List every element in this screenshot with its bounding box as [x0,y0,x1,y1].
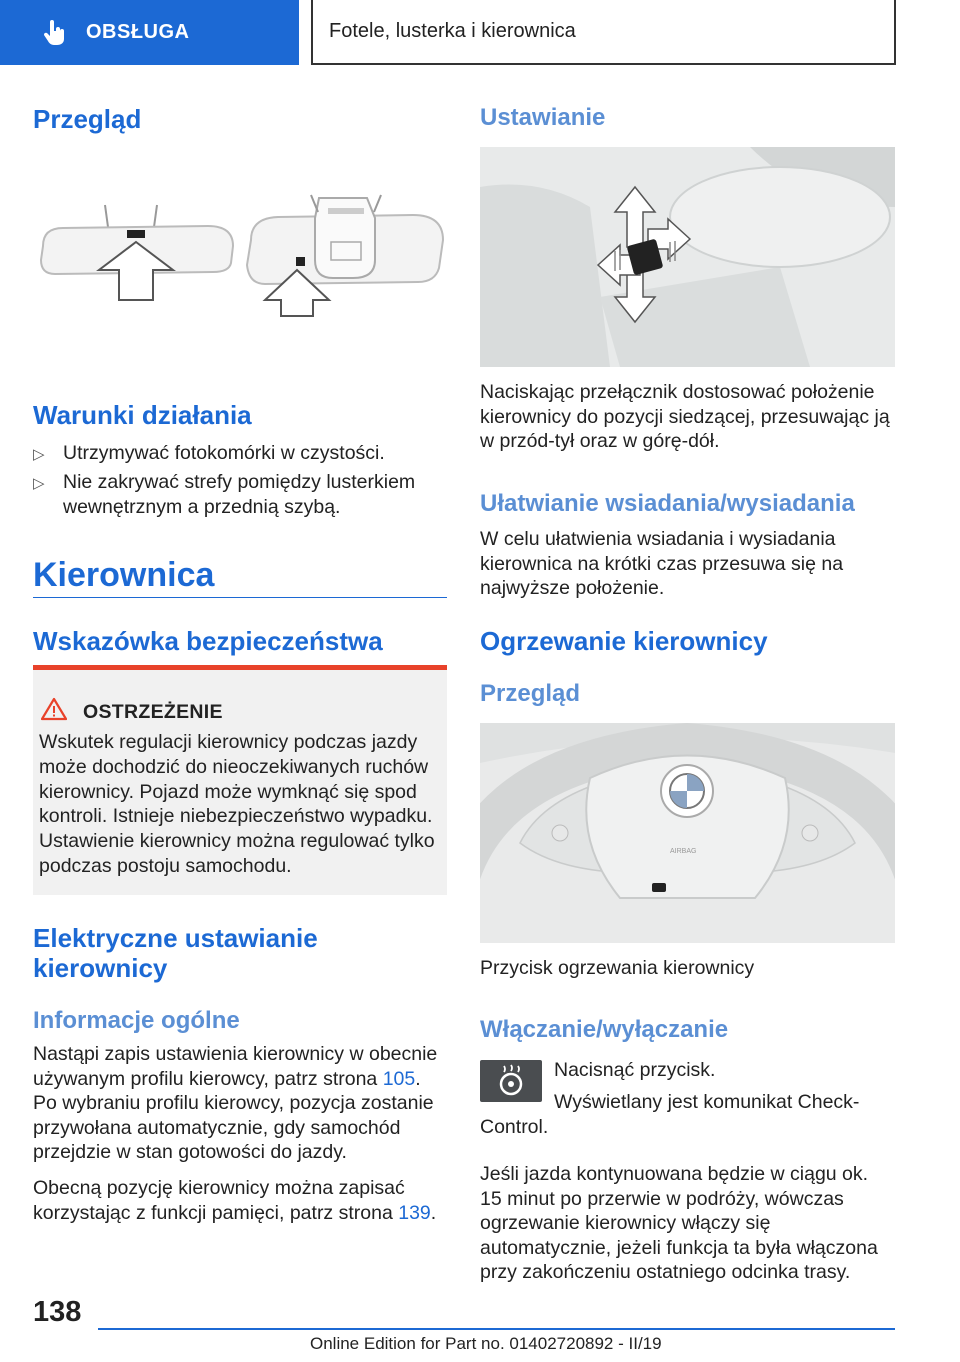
page-number: 138 [33,1296,82,1328]
heading-rule [33,597,447,598]
general-heading: Informacje ogólne [33,1007,240,1034]
heating-heading: Ogrzewanie kierownicy [480,626,768,656]
conditions-heading: Warunki działania [33,400,252,430]
section-tab [0,0,299,65]
heating-overview-heading: Przegląd [480,680,581,707]
bullet-triangle-icon: ▷ [33,446,45,463]
onoff-step1: Nacisnąć przycisk. [554,1059,716,1081]
footer-edition: Online Edition for Part no. 01402720892 - II/19 [310,1334,662,1353]
electric-heading: Elektryczne ustawianie kierownicy [33,923,318,983]
page-link-105[interactable]: 105 [382,1067,416,1090]
footer-rule [98,1328,895,1330]
easy-entry-text: W celu ułatwienia wsiadania i wysiadania kierownica na krótki czas przesuwa się na najwyższe położenie. [480,528,844,599]
page-link-139[interactable]: 139 [398,1201,431,1224]
safety-heading: Wskazówka bezpieczeństwa [33,626,383,656]
heating-caption: Przycisk ogrzewania kierownicy [480,957,755,979]
steering-wheel-photo [480,723,895,943]
list-item: ▷ Nie zakrywać strefy pomiędzy lusterkiem wewnętrznym a przednią szybą. [33,471,416,518]
mirror-illustration [33,150,447,370]
onoff-heading: Włączanie/wyłączanie [480,1016,729,1043]
overview-heading: Przegląd [33,104,142,134]
adjust-heading: Ustawianie [480,104,606,131]
general-paragraph-1: Nastąpi zapis ustawienia kierownicy w obecnie używanym profilu kierowcy, patrz strona 105. Po wybraniu profilu kierowcy, pozycja zostanie przywołana automatycznie, gdy samochód przejdzie w stan gotowości do jazdy. [33,1043,438,1163]
onoff-text: Jeśli jazda kontynuowana będzie w ciągu ok. 15 minut po przerwie w podróży, wówczas ogrzewanie kierownicy włączy się automatycznie, jeżeli funkcja ta była włączona przy zakończeniu ostatniego odcinka trasy. [480,1163,878,1283]
warning-box [33,665,447,895]
hand-pointer-icon [42,20,68,46]
bullet-triangle-icon: ▷ [33,475,45,492]
steering-switch-photo [480,147,895,367]
warning-triangle-icon [41,697,67,721]
steering-heading: Kierownica [33,556,215,594]
warning-text: Wskutek regulacji kierownicy podczas jazdy może dochodzić do nieoczekiwanych ruchów kierownicy. Pojazd może wymknąć się spod kontroli. Istnieje niebezpieczeństwo wypadku. Ustawienie kierownicy można regulować tylko podczas postoju samochodu. [39,731,435,877]
onoff-step2: Wyświetlany jest komunikat Check-Control. [480,1091,860,1138]
list-item: ▷ Utrzymywać fotokomórki w czystości. [33,441,447,468]
chapter-title: Fotele, lusterka i kierownica [329,20,576,42]
easy-entry-heading: Ułatwianie wsiadania/wysiadania [480,490,855,517]
general-paragraph-2: Obecną pozycję kierownicy można zapisać korzystając z funkcji pamięci, patrz strona 139. [33,1177,437,1224]
chapter-header [311,0,896,65]
airbag-label: AIRBAG [670,848,697,855]
adjust-text: Naciskając przełącznik dostosować położenie kierownicy do pozycji siedzącej, przesuwając ją w przód-tył oraz w górę-dół. [480,381,890,452]
section-tab-label: OBSŁUGA [86,21,190,43]
warning-title: OSTRZEŻENIE [83,701,223,723]
